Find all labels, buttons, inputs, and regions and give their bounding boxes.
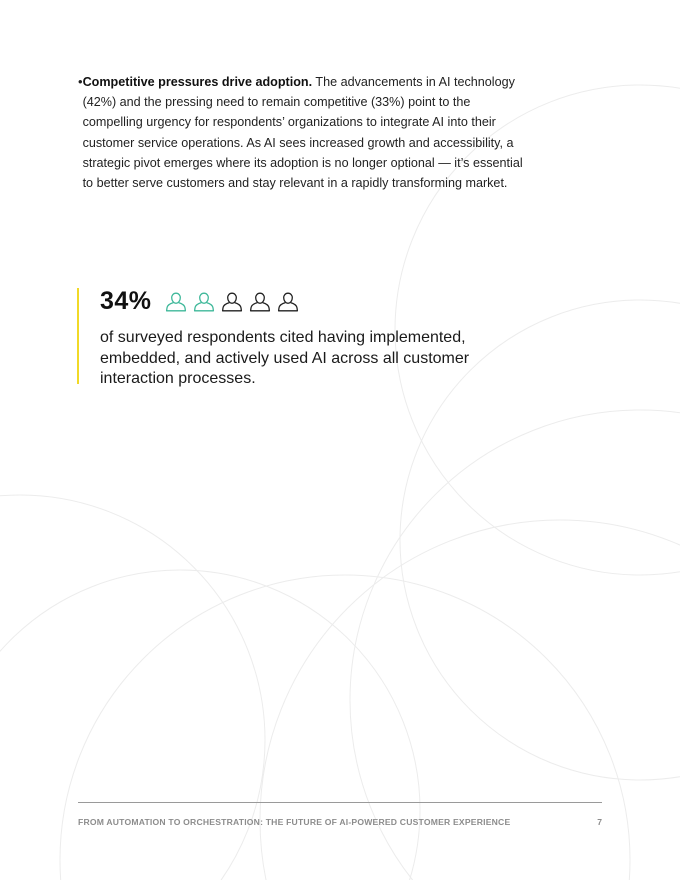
footer-divider [78,802,602,803]
bg-circle [0,570,420,880]
page-number: 7 [597,817,602,827]
bg-circle [60,575,630,880]
person-icon [276,290,300,314]
stat-description: of surveyed respondents cited having implemented, embedded, and actively used AI across all customer interaction processes. [100,329,470,387]
person-icon-highlighted [164,290,188,314]
people-icon-row [164,290,300,314]
person-icon [248,290,272,314]
bullet-heading: Competitive pressures drive adoption. [82,75,313,89]
bg-circle [350,410,680,880]
bullet-marker: • [78,74,83,89]
stat-value: 34% [100,287,152,315]
bullet-body: The advancements in AI technology (42%) and the pressing need to remain competitive (33%) point to the compelling urgency for respondents’ organizations to integrate AI into their customer service operations. As AI sees increased growth and accessibility, a strategic pivot emerges where its adoption is no longer optional — it’s essential to better serve customers and stay relevant in a rapidly transforming market. [82,75,523,191]
person-icon [220,290,244,314]
bullet-paragraph [78,72,528,193]
footer-title: FROM AUTOMATION TO ORCHESTRATION: THE FUTURE OF AI-POWERED CUSTOMER EXPERIENCE [78,817,511,827]
bullet-text [83,72,528,193]
stat-callout [77,287,530,387]
person-icon-highlighted [192,290,216,314]
